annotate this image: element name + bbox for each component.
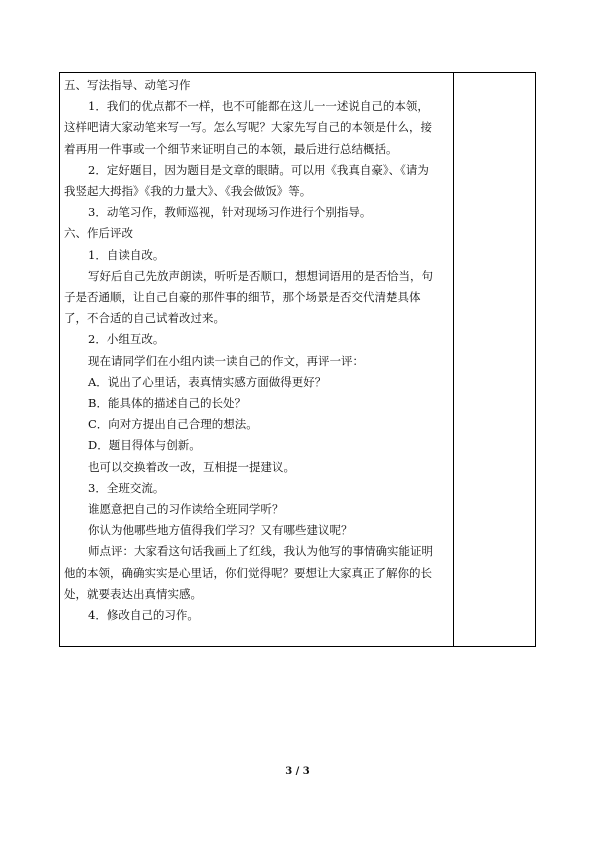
lesson-content: [64, 75, 448, 626]
text-line: 着再用一件事或一个细节来证明自己的本领，最后进行总结概括。: [64, 141, 398, 156]
text-line: 我竖起大拇指》《我的力量大》、《我会做饭》等。: [64, 184, 312, 199]
text-line: 处，就要表达出真情实感。: [64, 586, 202, 601]
text-line: 师点评：大家看这句话我画上了红线，我认为他写的事情确实能证明: [88, 544, 433, 559]
text-line: 五、写法指导、动笔习作: [64, 78, 191, 92]
text-line: C．向对方提出自己合理的想法。: [88, 417, 258, 432]
text-line: 谁愿意把自己的习作读给全班同学听？: [88, 502, 284, 517]
text-line: 1．我们的优点都不一样，也不可能都在这儿一一述说自己的本领，: [88, 99, 429, 114]
text-line: B．能具体的描述自己的长处？: [88, 396, 246, 411]
text-line: 写好后自己先放声朗读，听听是否顺口，想想词语用的是否恰当，句: [88, 268, 433, 283]
text-line: 3．全班交流。: [88, 480, 165, 495]
text-line: A．说出了心里话，表真情实感方面做得更好？: [88, 374, 327, 389]
text-line: 现在请同学们在小组内读一读自己的作文，再评一评：: [88, 353, 364, 368]
text-line: 2．定好题目，因为题目是文章的眼睛。可以用《我真自豪》、《请为: [88, 162, 429, 177]
text-line: 子是否通顺，让自己自豪的那件事的细节，那个场景是否交代清楚具体: [64, 290, 421, 305]
text-line: 你认为他哪些地方值得我们学习？又有哪些建议呢？: [88, 523, 353, 538]
text-line: D．题目得体与创新。: [88, 438, 201, 453]
text-line: 这样吧请大家动笔来写一写。怎么写呢？大家先写自己的本领是什么，接: [64, 120, 432, 135]
text-line: 1．自读自改。: [88, 247, 165, 262]
text-line: 4．修改自己的习作。: [88, 608, 199, 623]
text-line: 2．小组互改。: [88, 332, 165, 347]
text-line: 六、作后评改: [64, 226, 133, 241]
text-line: 他的本领，确确实实是心里话，你们觉得呢？要想让大家真正了解你的长: [64, 565, 432, 580]
text-line: 了，不合适的自己试着改过来。: [64, 311, 225, 326]
page-number: 3 / 3: [285, 766, 310, 777]
text-line: 也可以交换着改一改，互相提一提建议。: [88, 459, 295, 474]
table-column-divider: [453, 72, 454, 647]
text-line: 3．动笔习作，教师巡视，针对现场习作进行个别指导。: [88, 205, 372, 220]
